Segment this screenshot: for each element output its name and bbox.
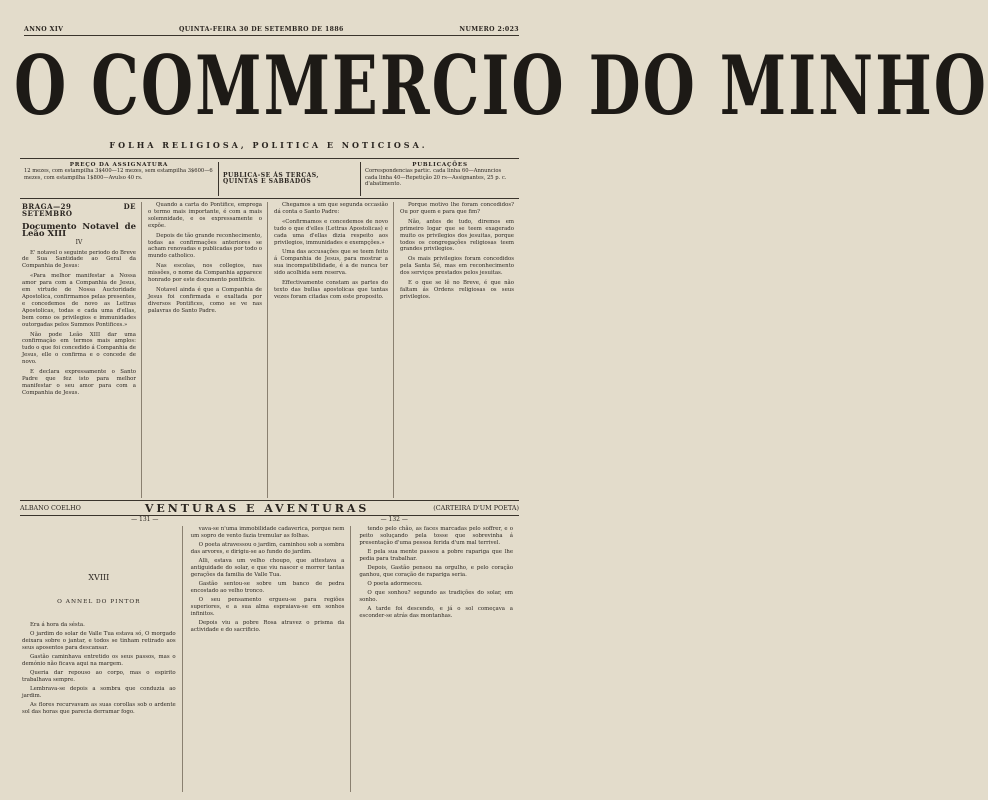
chapter-title: O ANNEL DO PINTOR <box>57 599 141 605</box>
paragraph: Os mais privilegios foram concedidos pela Santa Sé, mas em reconhecimento dos serviços prestados pelos jesuitas. <box>400 256 514 277</box>
publications-text: Correspondencias partic. cada linha 60—Annuncios cada linha 40—Repetição 20 rs—Assignantes, 25 p. c. d'abatimento. <box>365 168 507 188</box>
issue-number: NUMERO 2:023 <box>459 26 519 33</box>
masthead-title: O COMMERCIO DO MINHO <box>14 39 988 135</box>
paragraph: Depois, Gastão pensou na orgulho, e pelo coração ganhou, que coração de rapariga seria. <box>359 565 514 578</box>
paragraph: Gastão sentou-se sobre um banco de pedra encostado ao velho tronco. <box>190 581 345 594</box>
paragraph: «Confirmamos e concedemos de novo tudo o que d'elles (Lettras Apostolicas) e cada uma d'ellas dizia respeito aos privilegios, immunidades e exempções.» <box>274 218 388 246</box>
feuilleton-author: ALBANO COELHO <box>20 504 81 512</box>
publications-heading: PUBLICAÇÕES <box>412 162 468 168</box>
issue-info-bar <box>24 26 519 36</box>
paragraph: E declara expressamente o Santo Padre que fez isto para melhor manifestar o seu amor para com a Companhia de Jesus. <box>22 369 136 396</box>
paragraph: E o que se lê no Breve, é que não faltam ás Ordens religiosas os seus privilegios. <box>400 280 514 300</box>
paragraph: Queria dar repouso ao corpo, mas o espirito trabalhava sempre. <box>22 670 176 683</box>
paragraph: O poeta adormeceu. <box>367 581 423 587</box>
paragraph: E pela sua mente passou a pobre rapariga que lhe pedia para trabalhar. <box>359 549 514 562</box>
paragraph: Gastão caminhava entretido os seus passos, mas o demónio não ficava aqui na margem. <box>22 654 176 667</box>
article-column-4 <box>400 202 519 498</box>
masthead-subtitle: FOLHA RELIGIOSA, POLITICA E NOTICIOSA. <box>109 140 428 150</box>
paragraph: As flores recurvavam as suas corollas sob o ardente sol das horas que parecia derramar fogo. <box>22 702 176 715</box>
paragraph: Alli, estava um velho choupo, que attestava a antiguidade do solar, e que viu nascer e morrer tantas gerações da familia de Valle Tua. <box>190 558 345 578</box>
feuilleton-column-1 <box>22 526 183 792</box>
divider <box>20 198 519 199</box>
paragraph: O poeta atravessou o jardim, caminhou sob a sombra das arvores, e dirigiu-se ao fundo do jardim. <box>190 542 345 555</box>
paragraph: O jardim do solar de Valle Tua estava só, O morgado deixara sobre o jantar, e todos se tinham retirado aos seus aposentos para descansar. <box>22 631 176 651</box>
feuilleton-title: VENTURAS E AVENTURAS <box>144 501 370 515</box>
divider <box>20 158 519 159</box>
page-number-b: — 132 — <box>380 516 408 523</box>
feuilleton-subtitle: (CARTEIRA D'UM POETA) <box>433 504 519 512</box>
article-columns <box>22 202 519 498</box>
paragraph: Lembrava-se depois a sombra que conduzia ao jardim. <box>22 686 176 699</box>
paragraph: Não pode Leão XIII dar uma confirmação em termos mais amplos: tudo o que foi concedido á Companhia de Jesus, elle o confirma e o concede de novo. <box>22 331 136 366</box>
paragraph: vava-se n'uma immobilidade cadaverica, porque nem um sopro de vento fazia tremular as folhas. <box>190 526 345 539</box>
subscription-heading: PREÇO DA ASSIGNATURA <box>69 162 169 168</box>
article-numeral: IV <box>75 238 83 246</box>
feuilleton-column-3 <box>359 526 519 792</box>
dateline: BRAGA—29 DE SETEMBRO <box>22 202 136 218</box>
paragraph: O que sonhou? segundo as tradições do solar, em sonho. <box>359 590 514 603</box>
publications-box <box>361 162 519 196</box>
paragraph: Effectivamente constam as partes do texto das bullas apostolicas que tantas vezes foram citadas com este proposito. <box>274 280 388 300</box>
paragraph: O seu pensamento ergueu-se para regiões superiores, e a sua alma espraiava-se em sonhos infinitos. <box>190 597 345 617</box>
feuilleton-column-2 <box>191 526 352 792</box>
paragraph: Era á hora da sésta. <box>30 622 85 628</box>
article-column-2 <box>148 202 268 498</box>
feuilleton-header <box>20 500 519 516</box>
paragraph: Uma das accusações que se teem feito á Companhia de Jesus, para mostrar a sua incompatibilidade, é a de nunca ter sido acolhida sem reserva. <box>274 249 388 277</box>
paragraph: Nas escolas, nos collegios, nas missões, o nome da Companhia apparece honrado por este documento pontificio. <box>148 263 262 284</box>
publication-days: PUBLICA-SE ÁS TERÇAS, QUINTAS E SABBADOS <box>219 162 361 196</box>
paragraph: «Para melhor manifestar a Nossa amor para com a Companhia de Jesus, em virtude de Nossa Auctoridade Apostolica, confirmamos pelas presentes, e concedemos de novo as Lettras Apostolicas, todas e cada uma d'ellas, bem como os privilegios e immunidades outorgadas pelos Summos Pontifices.» <box>22 273 136 328</box>
subscription-box <box>20 162 219 196</box>
paragraph: Não, antes de tudo, diremos em primeiro logar que se teem exagerado muito os privilegios dos jesuitas, porque todos os congregações religiosas teem grandes privilegios. <box>400 218 514 253</box>
page-numbers <box>20 516 519 523</box>
paragraph: E' notavel o seguinte periodo do Breve de Sua Santidade ao Geral da Companhia de Jesus: <box>22 249 136 270</box>
date-label: QUINTA-FEIRA 30 DE SETEMBRO DE 1886 <box>178 26 344 33</box>
subscription-info <box>20 162 519 196</box>
paragraph: A tarde foi descendo, e já o sol começava a esconder-se atrás das montanhas. <box>359 606 514 619</box>
subscription-text: 12 mezes, com estampilha 3$400—12 mezes, sem estampilha 3$600—6 mezes, com estampilha 1$800—Avulso 40 rs. <box>24 168 213 181</box>
paragraph: Depois de tão grande reconhecimento, todas as confirmações anteriores se acham renovadas e publicadas por todo o mundo catholico. <box>148 232 262 260</box>
paragraph: Porque motivo lhe foram concedidos? Ou por quem e para que fim? <box>400 202 514 215</box>
paragraph: Quando a carta do Pontifice, emprega o termo mais importante, é com a mais solemnidade, e os expressamente o expõe. <box>148 202 262 229</box>
article-column-3 <box>274 202 394 498</box>
year-label: ANNO XIV <box>24 26 64 33</box>
paragraph: Notavel ainda é que a Companhia de Jesus foi confirmada e exaltada por diversos Pontifices, como se ve nas palavras do Santo Padre. <box>148 286 262 314</box>
article-column-1 <box>22 202 142 498</box>
paragraph: Chegamos a um que segunda occasião dá conta o Santo Padre: <box>274 202 388 215</box>
paragraph: Depois viu a pobre Rosa atravez o prisma da actividade e do sacrificio. <box>190 620 345 633</box>
feuilleton-columns <box>22 526 519 792</box>
page-number-a: — 131 — <box>131 516 159 523</box>
article-title: Documento Notavel de Leão XIII <box>22 221 136 239</box>
chapter-number: XVIII <box>88 573 110 582</box>
paragraph: tendo pelo chão, as faces marcadas pelo soffrer, e o peito soluçando pela tosse que sobrevinha á presentação d'uma pessoa ferida d'um mal terrivel. <box>359 526 514 546</box>
